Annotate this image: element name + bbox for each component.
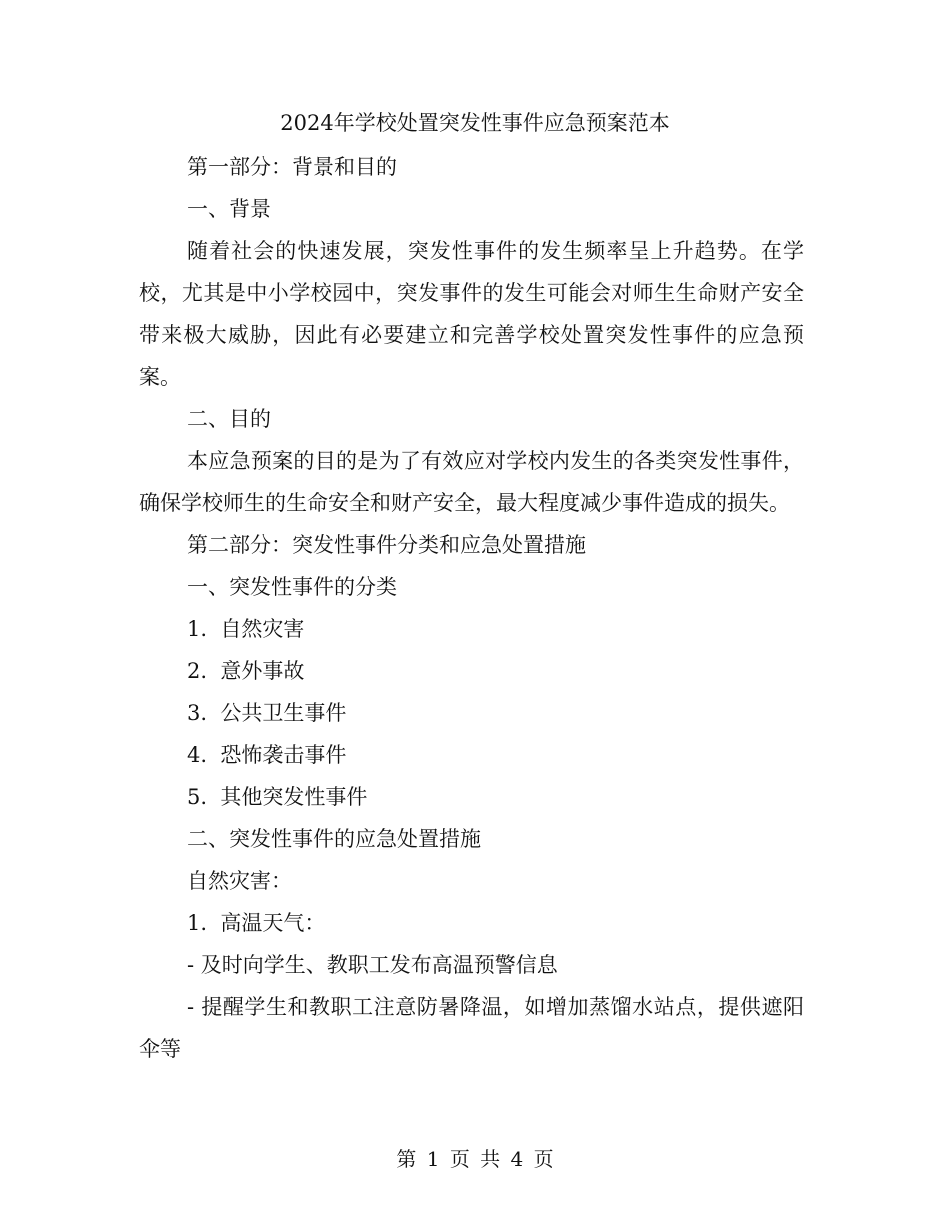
page-footer: 第 1 页 共 4 页: [396, 1147, 554, 1171]
list-item: 3. 公共卫生事件: [187, 701, 347, 725]
subsection-heading: 一、突发性事件的分类: [187, 575, 397, 599]
document-body: [139, 146, 804, 1070]
body-paragraph: 本应急预案的目的是为了有效应对学校内发生的各类突发性事件，确保学校师生的生命安全和财产安全，最大程度减少事件造成的损失。: [139, 449, 804, 515]
subsection-heading: 二、目的: [187, 407, 271, 431]
list-item: 4. 恐怖袭击事件: [187, 743, 347, 767]
section-heading: 第二部分：突发性事件分类和应急处置措施: [187, 533, 586, 557]
bullet-item: - 提醒学生和教职工注意防暑降温，如增加蒸馏水站点，提供遮阳伞等: [139, 995, 804, 1061]
category-label: 自然灾害：: [187, 869, 292, 893]
section-heading: 第一部分：背景和目的: [187, 155, 397, 179]
subsection-heading: 一、背景: [187, 197, 271, 221]
list-item: 1. 自然灾害: [187, 617, 305, 641]
list-item: 2. 意外事故: [187, 659, 305, 683]
bullet-item: - 及时向学生、教职工发布高温预警信息: [187, 953, 558, 977]
list-item: 5. 其他突发性事件: [187, 785, 368, 809]
body-paragraph: 随着社会的快速发展，突发性事件的发生频率呈上升趋势。在学校，尤其是中小学校园中，突发事件的发生可能会对师生生命财产安全带来极大威胁，因此有必要建立和完善学校处置突发性事件的应急预案。: [139, 239, 804, 389]
document-title: 2024年学校处置突发性事件应急预案范本: [280, 111, 670, 135]
list-item: 1. 高温天气：: [187, 911, 326, 935]
subsection-heading: 二、突发性事件的应急处置措施: [187, 827, 481, 851]
